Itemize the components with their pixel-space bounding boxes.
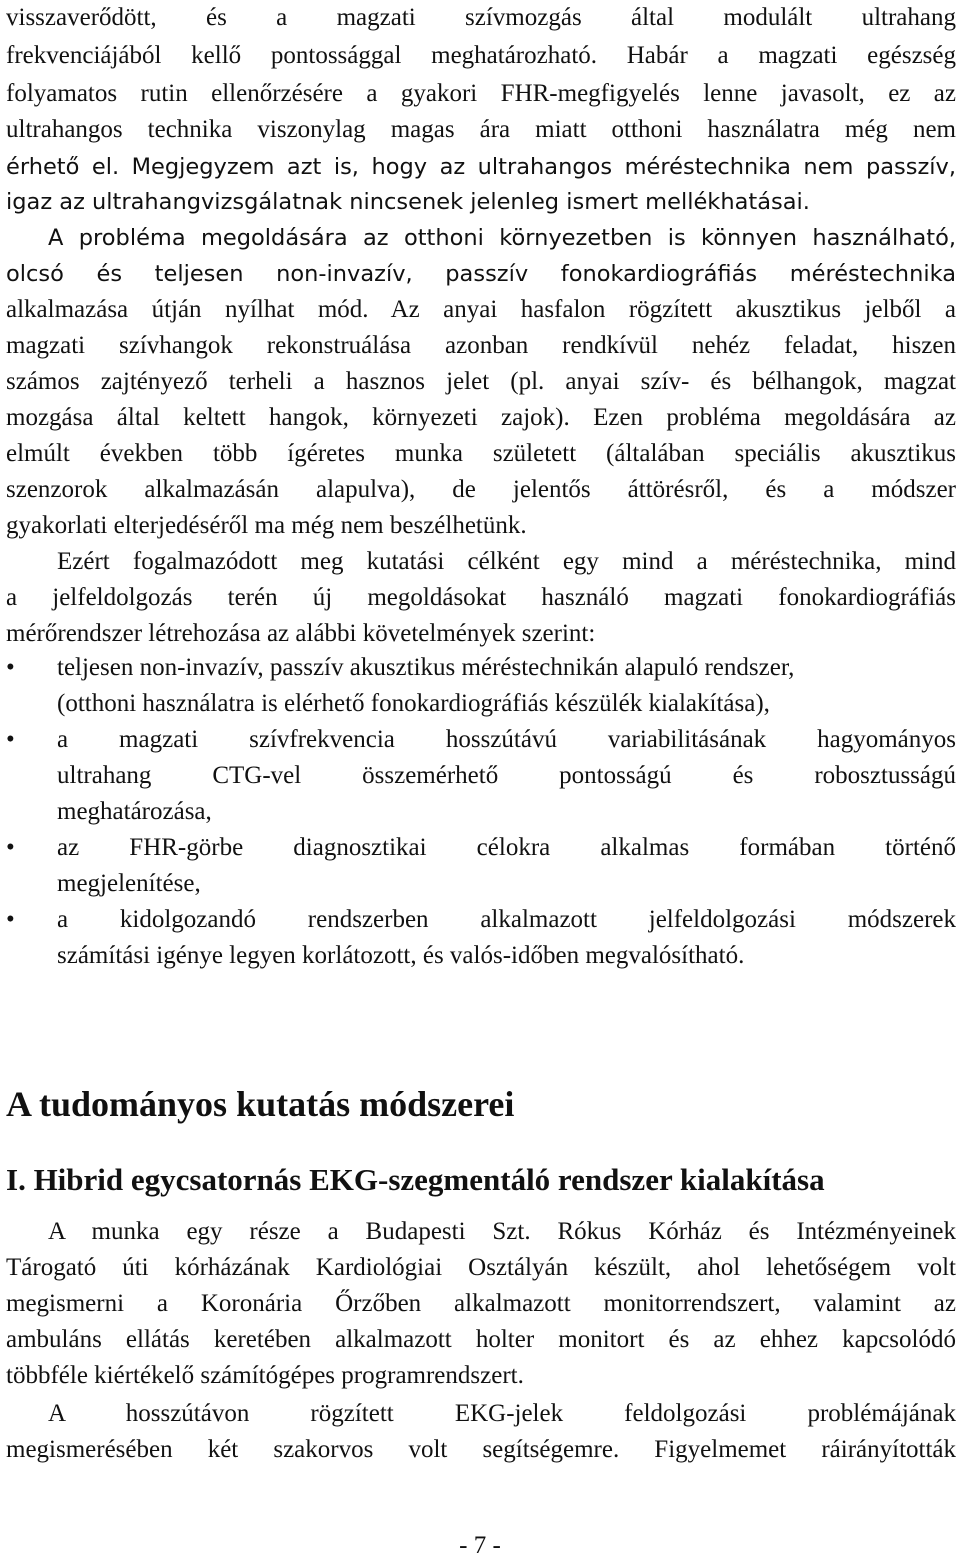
text-line: ultrahang CTG-vel összemérhető pontosságú és robosztusságú: [57, 762, 956, 789]
text-line: elmúlt években több ígéretes munka született (általában speciális akusztikus: [6, 440, 956, 467]
text-line: ambuláns ellátás keretében alkalmazott holter monitort és az ehhez kapcsolódó: [6, 1326, 956, 1353]
section-heading: A tudományos kutatás módszerei: [6, 1084, 515, 1124]
page-number: - 7 -: [459, 1532, 501, 1559]
text-line: szenzorok alkalmazásán alapulva), de jelentős áttörésről, és a módszer: [6, 476, 956, 503]
text-line: folyamatos rutin ellenőrzésére a gyakori FHR-megfigyelés lenne javasolt, ez az: [6, 80, 956, 107]
text-line: a jelfeldolgozás terén új megoldásokat használó magzati fonokardiográfiás: [6, 584, 956, 611]
text-line: olcsó és teljesen non-invazív, passzív fonokardiográfiás méréstechnika: [6, 261, 956, 287]
text-line: megjelenítése,: [57, 870, 201, 897]
text-line: A munka egy része a Budapesti Szt. Rókus Kórház és Intézményeinek: [48, 1218, 956, 1245]
text-line: mérőrendszer létrehozása az alábbi követelmények szerint:: [6, 620, 596, 647]
text-line: A probléma megoldására az otthoni környezetben is könnyen használható,: [48, 225, 956, 251]
text-line: ultrahangos technika viszonylag magas ára miatt otthoni használatra még nem: [6, 116, 956, 143]
text-line: többféle kiértékelő számítógépes programrendszert.: [6, 1362, 524, 1389]
text-line: Tárogató úti kórházának Kardiológiai Osztályán készült, ahol lehetőségem volt: [6, 1254, 956, 1281]
text-line: (otthoni használatra is elérhető fonokardiográfiás készülék kialakítása),: [57, 690, 770, 717]
text-line: alkalmazása útján nyílhat mód. Az anyai hasfalon rögzített akusztikus jelből a: [6, 296, 956, 323]
text-line: frekvenciájából kellő pontossággal meghatározható. Habár a magzati egészség: [6, 42, 956, 69]
text-line: magzati szívhangok rekonstruálása azonban rendkívül nehéz feladat, hiszen: [6, 332, 956, 359]
subsection-heading: I. Hibrid egycsatornás EKG-szegmentáló rendszer kialakítása: [6, 1162, 825, 1197]
text-line: az FHR-görbe diagnosztikai célokra alkalmas formában történő: [57, 834, 956, 861]
bullet-icon: •: [6, 726, 15, 753]
text-line: érhető el. Megjegyzem azt is, hogy az ultrahangos méréstechnika nem passzív,: [6, 154, 956, 180]
bullet-icon: •: [6, 906, 15, 933]
text-line: számítási igénye legyen korlátozott, és valós-időben megvalósítható.: [57, 942, 745, 969]
text-line: számos zajtényező terheli a hasznos jelet (pl. anyai szív- és bélhangok, magzat: [6, 368, 956, 395]
text-line: teljesen non-invazív, passzív akusztikus méréstechnikán alapuló rendszer,: [57, 654, 795, 681]
text-line: megismerésében két szakorvos volt segítségemre. Figyelmemet ráirányították: [6, 1436, 956, 1463]
text-line: igaz az ultrahangvizsgálatnak nincsenek jelenleg ismert mellékhatásai.: [6, 189, 810, 215]
text-line: A hosszútávon rögzített EKG-jelek feldolgozási problémájának: [48, 1400, 956, 1427]
text-line: a kidolgozandó rendszerben alkalmazott jelfeldolgozási módszerek: [57, 906, 956, 933]
text-line: gyakorlati elterjedéséről ma még nem beszélhetünk.: [6, 512, 527, 539]
text-line: megismerni a Koronária Őrzőben alkalmazott monitorrendszert, valamint az: [6, 1290, 956, 1317]
text-line: Ezért fogalmazódott meg kutatási célként egy mind a méréstechnika, mind: [57, 548, 956, 575]
text-line: a magzati szívfrekvencia hosszútávú variabilitásának hagyományos: [57, 726, 956, 753]
bullet-icon: •: [6, 834, 15, 861]
text-line: visszaverődött, és a magzati szívmozgás által modulált ultrahang: [6, 4, 956, 31]
bullet-icon: •: [6, 654, 15, 681]
text-line: mozgása által keltett hangok, környezeti zajok). Ezen probléma megoldására az: [6, 404, 956, 431]
text-line: meghatározása,: [57, 798, 212, 825]
